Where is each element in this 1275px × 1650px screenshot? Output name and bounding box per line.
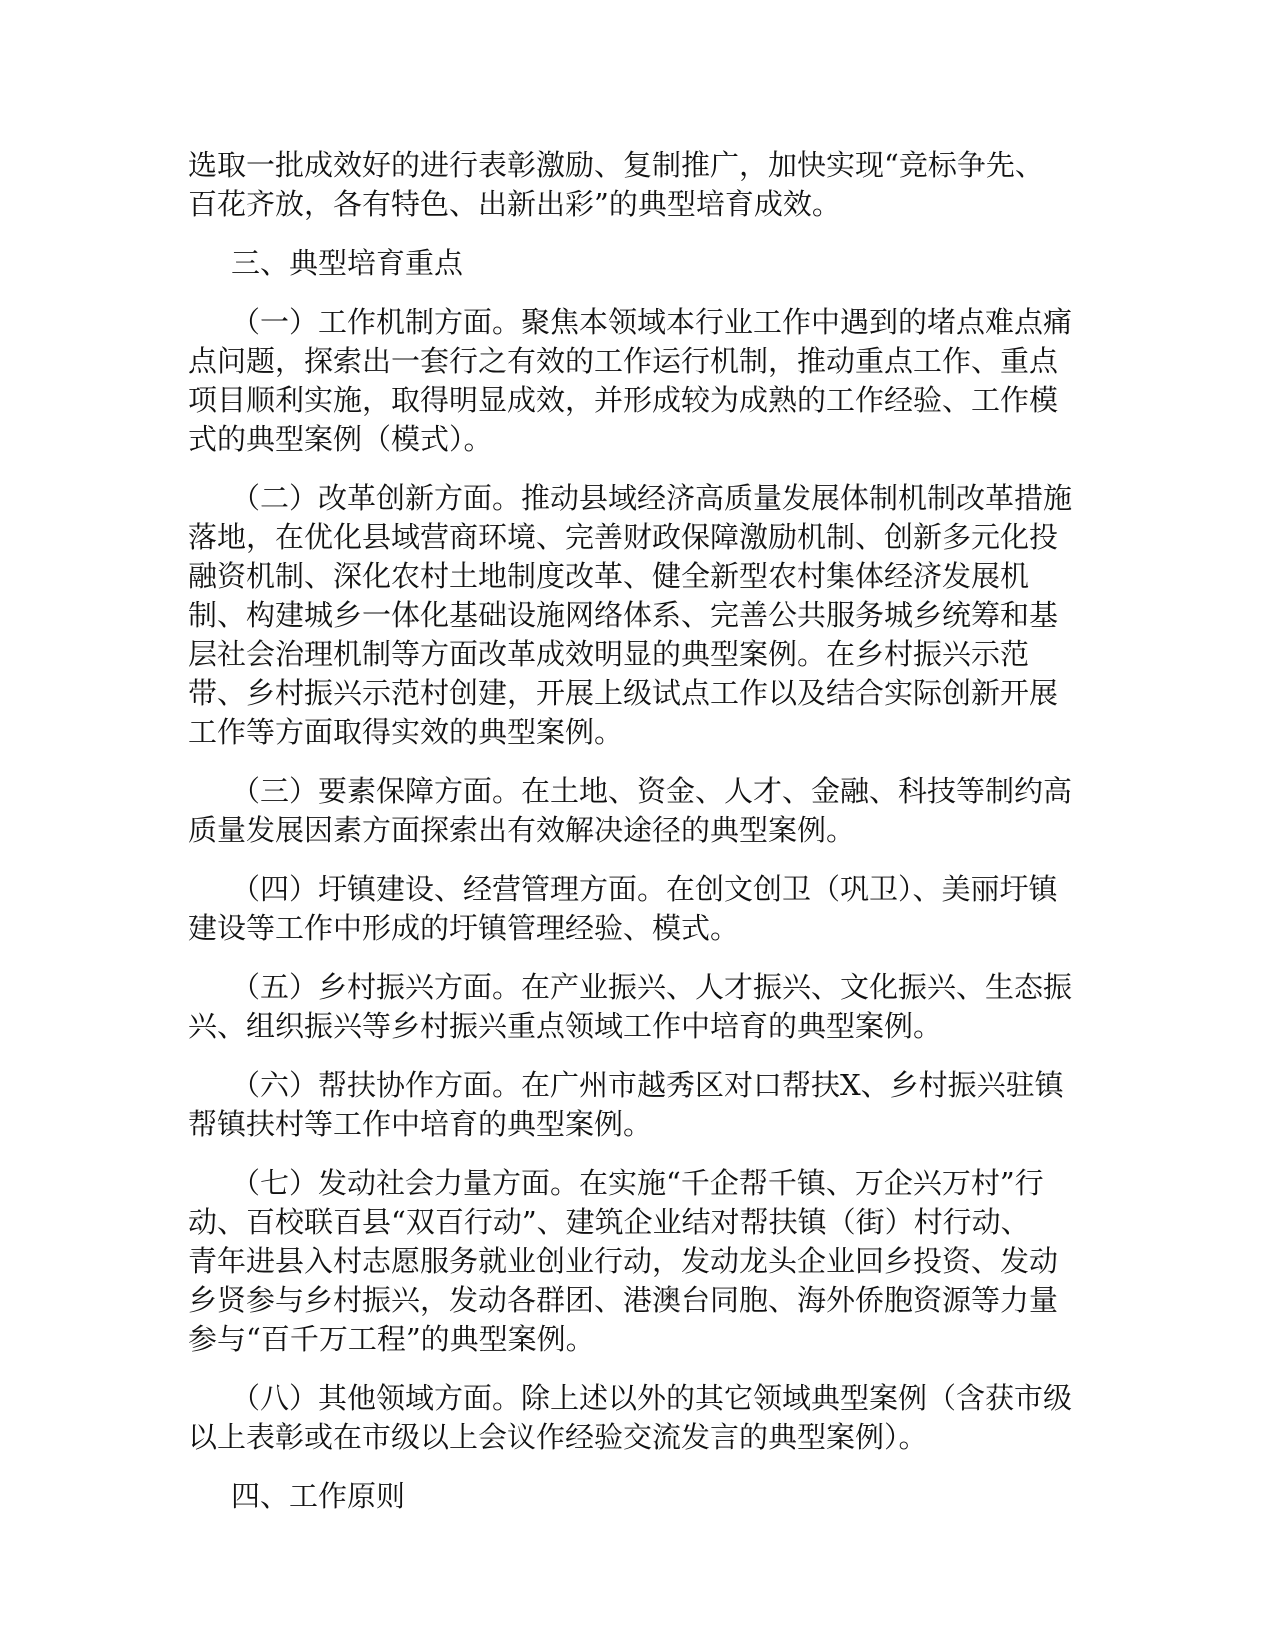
text-line: 乡贤参与乡村振兴，发动各群团、港澳台同胞、海外侨胞资源等力量 (188, 1283, 1059, 1317)
paragraph-factor-guarantee (188, 772, 1088, 850)
text-line: 以上表彰或在市级以上会议作经验交流发言的典型案例）。 (188, 1420, 928, 1454)
paragraph-intro-continuation (188, 146, 1088, 224)
text-line: 工作等方面取得实效的典型案例。 (188, 715, 624, 749)
text-line: （三）要素保障方面。在土地、资金、人才、金融、科技等制约高 (231, 774, 1073, 808)
section-heading-3 (188, 244, 1088, 283)
paragraph-rural-revitalization (188, 968, 1088, 1046)
paragraph-social-forces (188, 1164, 1088, 1359)
document-body (188, 146, 1088, 1536)
paragraph-other-fields (188, 1379, 1088, 1457)
text-line: 项目顺利实施，取得明显成效，并形成较为成熟的工作经验、工作模 (188, 383, 1059, 417)
heading-text: 三、典型培育重点 (231, 246, 464, 280)
text-line: （四）圩镇建设、经营管理方面。在创文创卫（巩卫）、美丽圩镇 (231, 872, 1058, 906)
text-line: 层社会治理机制等方面改革成效明显的典型案例。在乡村振兴示范 (188, 637, 1030, 671)
paragraph-reform-innovation (188, 479, 1088, 752)
text-line: 带、乡村振兴示范村创建，开展上级试点工作以及结合实际创新开展 (188, 676, 1059, 710)
section-heading-4 (188, 1477, 1088, 1516)
text-line: （五）乡村振兴方面。在产业振兴、人才振兴、文化振兴、生态振 (231, 970, 1073, 1004)
paragraph-assistance-cooperation (188, 1066, 1088, 1144)
text-line: 兴、组织振兴等乡村振兴重点领域工作中培育的典型案例。 (188, 1009, 943, 1043)
text-line: 百花齐放，各有特色、出新出彩”的典型培育成效。 (188, 187, 841, 221)
text-line: 建设等工作中形成的圩镇管理经验、模式。 (188, 911, 740, 945)
text-line: 落地，在优化县域营商环境、完善财政保障激励机制、创新多元化投 (188, 520, 1059, 554)
text-line: （八）其他领域方面。除上述以外的其它领域典型案例（含获市级 (231, 1381, 1073, 1415)
text-line: （一）工作机制方面。聚焦本领域本行业工作中遇到的堵点难点痛 (231, 305, 1073, 339)
text-line: 青年进县入村志愿服务就业创业行动，发动龙头企业回乡投资、发动 (188, 1244, 1059, 1278)
paragraph-town-construction (188, 870, 1088, 948)
text-line: （二）改革创新方面。推动县域经济高质量发展体制机制改革措施 (231, 481, 1073, 515)
text-line: （六）帮扶协作方面。在广州市越秀区对口帮扶X、乡村振兴驻镇 (231, 1068, 1064, 1102)
heading-text: 四、工作原则 (231, 1479, 406, 1513)
text-line: 点问题，探索出一套行之有效的工作运行机制，推动重点工作、重点 (188, 344, 1059, 378)
paragraph-work-mechanism (188, 303, 1088, 459)
text-line: 参与“百千万工程”的典型案例。 (188, 1322, 595, 1356)
text-line: 质量发展因素方面探索出有效解决途径的典型案例。 (188, 813, 856, 847)
text-line: 制、构建城乡一体化基础设施网络体系、完善公共服务城乡统筹和基 (188, 598, 1059, 632)
text-line: 帮镇扶村等工作中培育的典型案例。 (188, 1107, 653, 1141)
text-line: 式的典型案例（模式）。 (188, 422, 493, 456)
text-line: 融资机制、深化农村土地制度改革、健全新型农村集体经济发展机 (188, 559, 1030, 593)
text-line: 动、百校联百县“双百行动”、建筑企业结对帮扶镇（街）村行动、 (188, 1205, 1030, 1239)
text-line: 选取一批成效好的进行表彰激励、复制推广，加快实现“竞标争先、 (188, 148, 1044, 182)
text-line: （七）发动社会力量方面。在实施“千企帮千镇、万企兴万村”行 (231, 1166, 1044, 1200)
